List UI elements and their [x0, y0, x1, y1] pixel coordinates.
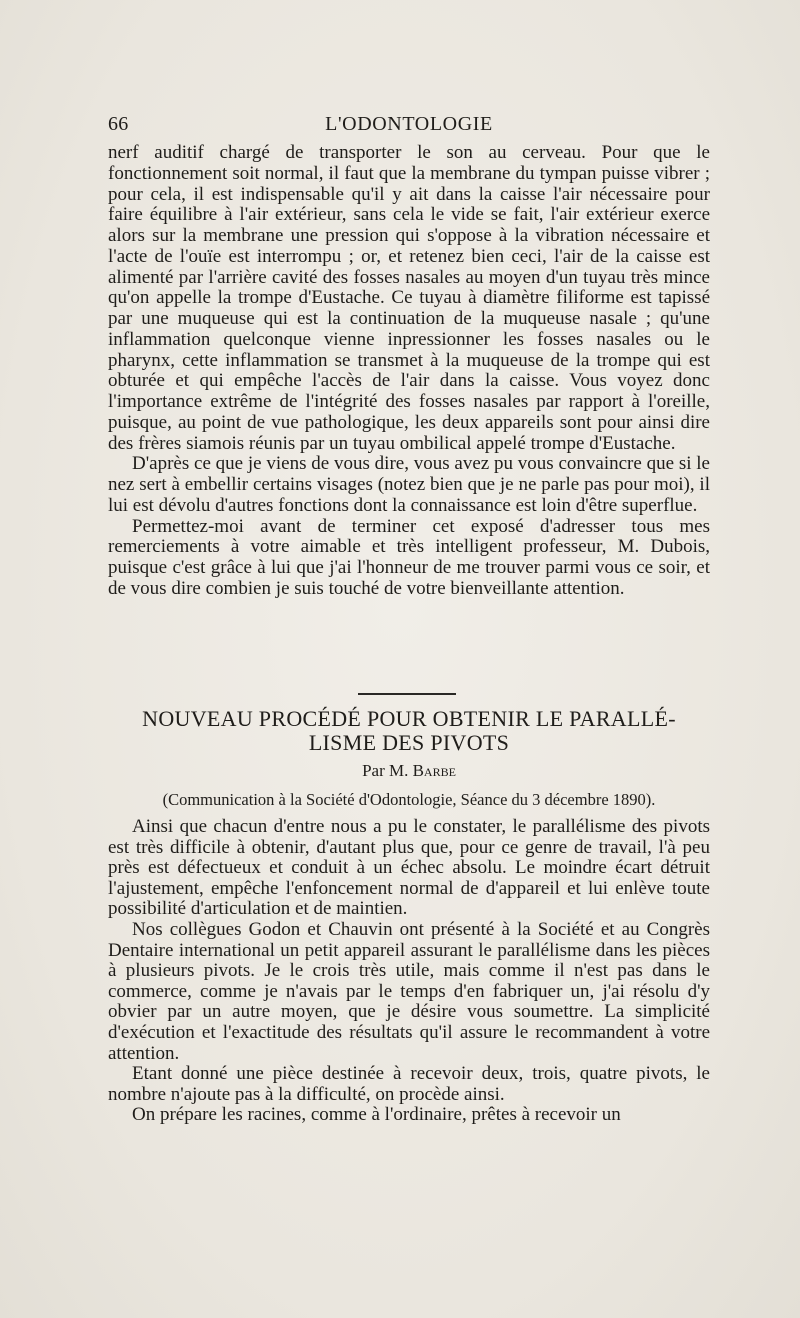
- paragraph: D'après ce que je viens de vous dire, vous avez pu vous convaincre que si le nez sert à embellir certains visages (notez bien que je ne parle pas pour moi), il lui est dévolu d'autres fonctions dont la connaissance est loin d'être superflue.: [108, 453, 710, 516]
- paragraph: Etant donné une pièce destinée à recevoir deux, trois, quatre pivots, le nombre n'ajoute pas à la difficulté, on procède ainsi.: [108, 1063, 710, 1105]
- article-title-line: NOUVEAU PROCÉDÉ POUR OBTENIR LE PARALLÉ-: [142, 706, 676, 731]
- article-body: [108, 817, 710, 1126]
- article-communication-note: (Communication à la Société d'Odontologie, Séance du 3 décembre 1890).: [162, 790, 656, 809]
- previous-article-text: [108, 143, 710, 600]
- author-prefix: Par M.: [362, 761, 409, 780]
- article-title: [108, 707, 710, 755]
- paragraph: nerf auditif chargé de transporter le son au cerveau. Pour que le fonctionnement soit normal, il faut que la membrane du tympan puisse vibrer ; pour cela, il est indispensable qu'il y ait dans la caisse l'air nécessaire pour faire équilibre à l'air extérieur, sans cela le vide se fait, l'air extérieur exerce alors sur la membrane une pression qui s'oppose à la vibration nécessaire et l'acte de l'ouïe est interrompu ; or, et retenez bien ceci, l'air de la caisse est alimenté par l'arrière cavité des fosses nasales au moyen d'un tuyau très mince qu'on appelle la trompe d'Eustache. Ce tuyau à diamètre filiforme est tapissé par une muqueuse qui est la continuation de la muqueuse nasale ; qu'une inflammation quelconque vienne inpressionner les fosses nasales ou le pharynx, cette inflammation se transmet à la muqueuse de la trompe qui est obturée et qui empêche l'accès de l'air dans la caisse. Vous voyez donc l'importance extrême de l'intégrité des fosses nasales par rapport à l'oreille, puisque, au point de vue pathologique, les deux appareils sont pour ainsi dire des frères siamois réunis par un tuyau ombilical appelé trompe d'Eustache.: [108, 142, 710, 454]
- running-title: L'ODONTOLOGIE: [325, 113, 493, 135]
- paragraph: On prépare les racines, comme à l'ordinaire, prêtes à recevoir un: [132, 1104, 621, 1126]
- section-divider: [358, 693, 456, 695]
- paragraph: Ainsi que chacun d'entre nous a pu le constater, le parallélisme des pivots est très difficile à obtenir, d'autant plus que, pour ce genre de travail, l'à peu près est défectueux et conduit à un échec absolu. Le moindre écart détruit l'ajustement, empêche l'enfoncement normal de d'appareil et lui enlève toute possibilité d'articulation et de maintien.: [108, 816, 710, 920]
- article-title-line: LISME DES PIVOTS: [308, 730, 510, 755]
- article-author: [108, 761, 710, 781]
- author-name: Barbe: [412, 761, 456, 780]
- paragraph: Permettez-moi avant de terminer cet exposé d'adresser tous mes remerciements à votre aimable et très intelligent professeur, M. Dubois, puisque c'est grâce à lui que j'ai l'honneur de me trouver parmi vous ce soir, et de vous dire combien je suis touché de votre bienveillante attention.: [108, 515, 710, 599]
- page-header: [108, 113, 710, 139]
- paragraph: Nos collègues Godon et Chauvin ont présenté à la Société et au Congrès Dentaire international un petit appareil assurant le parallélisme dans les pièces à plusieurs pivots. Je le crois très utile, mais comme il n'est pas dans le commerce, comme je n'avais par le temps d'en fabriquer un, j'ai résolu d'y obvier par un autre moyen, que je désire vous soumettre. La simplicité d'exécution et l'exactitude des résultats qu'il assure le recommandent à votre attention.: [108, 918, 710, 1064]
- page-number: 66: [108, 113, 129, 135]
